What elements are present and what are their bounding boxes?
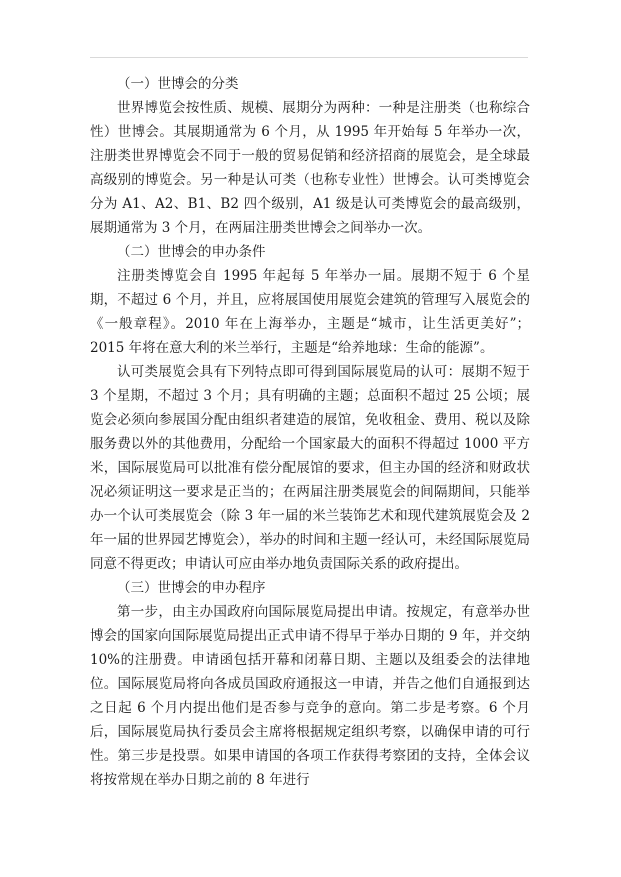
paragraph-classification: 世界博览会按性质、规模、展期分为两种：一种是注册类（也称综合性）世博会。其展期通常为 6 个月，从 1995 年开始每 5 年举办一次，注册类世界博览会不同于一般的贸易促销和经济招商的展览会，是全球最高级别的博览会。另一种是认可类（也称专业性）世博会。认可类博览会分为 A1、A2、B1、B2 四个级别，A1 级是认可类博览会的最高级别，展期通常为 3 个月，在两届注册类世博会之间举办一次。 bbox=[90, 100, 530, 236]
header-rule bbox=[90, 57, 528, 58]
section-heading-conditions: （二）世博会的申办条件 bbox=[117, 244, 266, 260]
document-body bbox=[90, 72, 530, 792]
section-heading-procedure: （三）世博会的申办程序 bbox=[117, 580, 266, 596]
paragraph-recognized-expo: 认可类展览会具有下列特点即可得到国际展览局的认可：展期不短于 3 个星期，不超过 3 个月；具有明确的主题；总面积不超过 25 公顷；展览会必须向参展国分配由组织者建造的展馆，免收租金、费用、税以及除服务费以外的其他费用，分配给一个国家最大的面积不得超过 1000 平方米，国际展览局可以批准有偿分配展馆的要求，但主办国的经济和财政状况必须证明这一要求是正当的；在两届注册类展览会的间隔期间，只能举办一个认可类展览会（除 3 年一届的米兰装饰艺术和现代建筑展览会及 2 年一届的世界园艺博览会），举办的时间和主题一经认可，未经国际展览局同意不得更改；申请认可应由举办地负责国际关系的政府提出。 bbox=[90, 364, 530, 572]
paragraph-registered-expo: 注册类博览会自 1995 年起每 5 年举办一届。展期不短于 6 个星期，不超过 6 个月，并且，应将展国使用展览会建筑的管理写入展览会的《一般章程》。2010 年在上海举办，主题是“城市，让生活更美好”；2015 年将在意大利的米兰举行，主题是“给养地球：生命的能源”。 bbox=[90, 268, 530, 356]
paragraph-procedure: 第一步，由主办国政府向国际展览局提出申请。按规定，有意举办世博会的国家向国际展览局提出正式申请不得早于举办日期的 9 年，并交纳 10%的注册费。申请函包括开幕和闭幕日期、主题以及组委会的法律地位。国际展览局将向各成员国政府通报这一申请，并告之他们自通报到达之日起 6 个月内提出他们是否参与竞争的意向。第二步是考察。6 个月后，国际展览局执行委员会主席将根据规定组织考察，以确保申请的可行性。第三步是投票。如果申请国的各项工作获得考察团的支持，全体会议将按常规在举办日期之前的 8 年进行 bbox=[90, 604, 530, 788]
section-heading-classification: （一）世博会的分类 bbox=[117, 76, 239, 92]
